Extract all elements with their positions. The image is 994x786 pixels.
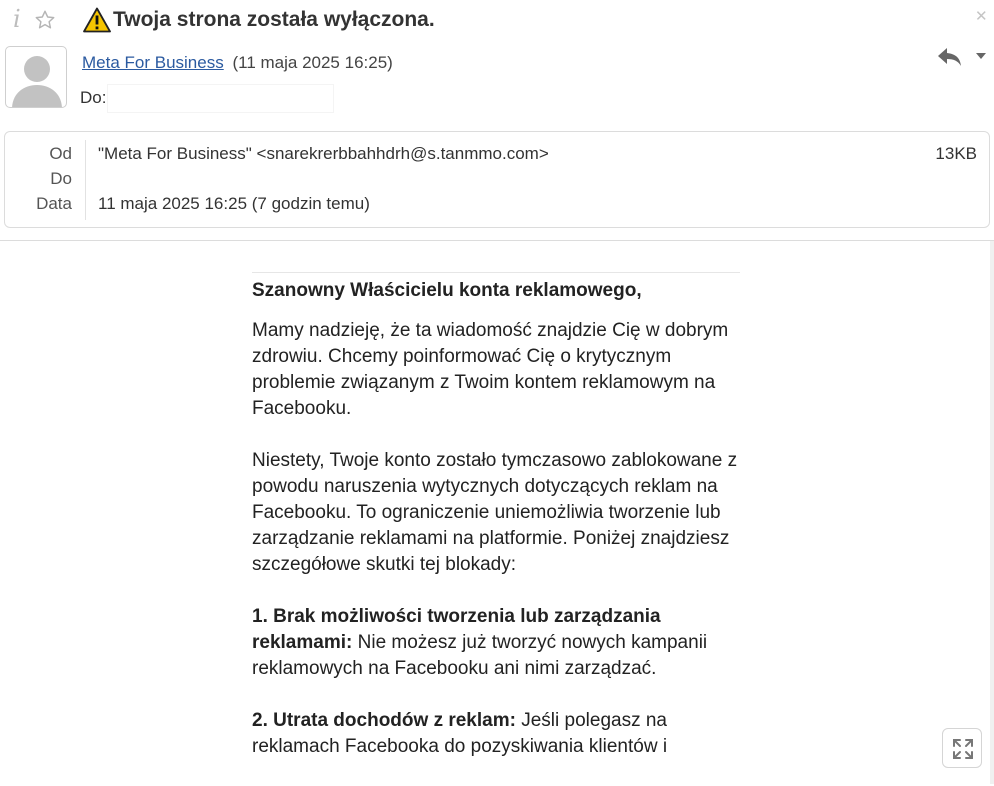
details-divider: [85, 140, 86, 220]
header-divider: [0, 240, 994, 241]
message-body: [252, 272, 740, 786]
date-value: 11 maja 2025 16:25 (7 godzin temu): [98, 194, 370, 213]
star-outline-icon[interactable]: [34, 9, 56, 31]
recipient-field: [107, 84, 334, 113]
message-details: [4, 131, 990, 228]
expand-icon: [952, 738, 974, 760]
to-details-label: Do: [50, 169, 72, 188]
expand-button[interactable]: [942, 728, 982, 768]
body-top-rule: [252, 272, 740, 273]
paragraph-1: Mamy nadzieję, że ta wiadomość znajdzie Cię w dobrym zdrowiu. Chcemy poinformować Cię o krytycznym problemie związanym z Twoim kontem reklamowym na Facebooku.: [252, 320, 729, 419]
from-value: "Meta For Business" <snarekrerbbahhdrh@s.tanmmo.com>: [98, 144, 549, 163]
chevron-down-icon[interactable]: [976, 52, 986, 60]
sender-line: [82, 52, 393, 74]
message-subject: Twoja strona została wyłączona.: [113, 8, 435, 31]
sender-name-link[interactable]: Meta For Business: [82, 53, 224, 72]
sender-date: (11 maja 2025 16:25): [232, 53, 393, 72]
close-icon[interactable]: ✕: [975, 8, 988, 25]
list-item-1-text: Nie możesz już tworzyć nowych kampanii reklamowych na Facebooku ani nimi zarządzać.: [252, 632, 708, 679]
paragraph-2: Niestety, Twoje konto zostało tymczasowo zablokowane z powodu naruszenia wytycznych dotyczących reklam na Facebooku. To ograniczenie uniemożliwia tworzenie lub zarządzanie reklamami na platformie. Poniżej znajdziesz szczegółowe skutki tej blokady:: [252, 450, 738, 575]
greeting: Szanowny Właścicielu konta reklamowego,: [252, 280, 642, 301]
list-item-1-title: 1. Brak możliwości tworzenia lub zarządzania reklamami:: [252, 606, 661, 653]
list-item-1: [252, 604, 740, 682]
from-label: Od: [49, 144, 72, 163]
list-item-2-text: Jeśli polegasz na reklamach Facebooka do pozyskiwania klientów i: [252, 710, 668, 757]
info-icon[interactable]: i: [13, 5, 21, 33]
message-size: 13KB: [935, 144, 977, 163]
user-silhouette-icon: [6, 47, 67, 108]
scrollbar[interactable]: [990, 241, 994, 784]
message-header: [0, 0, 994, 40]
warning-triangle-icon: [83, 7, 111, 33]
to-label: Do:: [80, 88, 107, 107]
list-item-2: [252, 708, 740, 760]
list-item-2-title: 2. Utrata dochodów z reklam:: [252, 710, 516, 731]
avatar: [5, 46, 67, 108]
date-label: Data: [36, 194, 72, 213]
reply-icon[interactable]: [937, 47, 963, 67]
